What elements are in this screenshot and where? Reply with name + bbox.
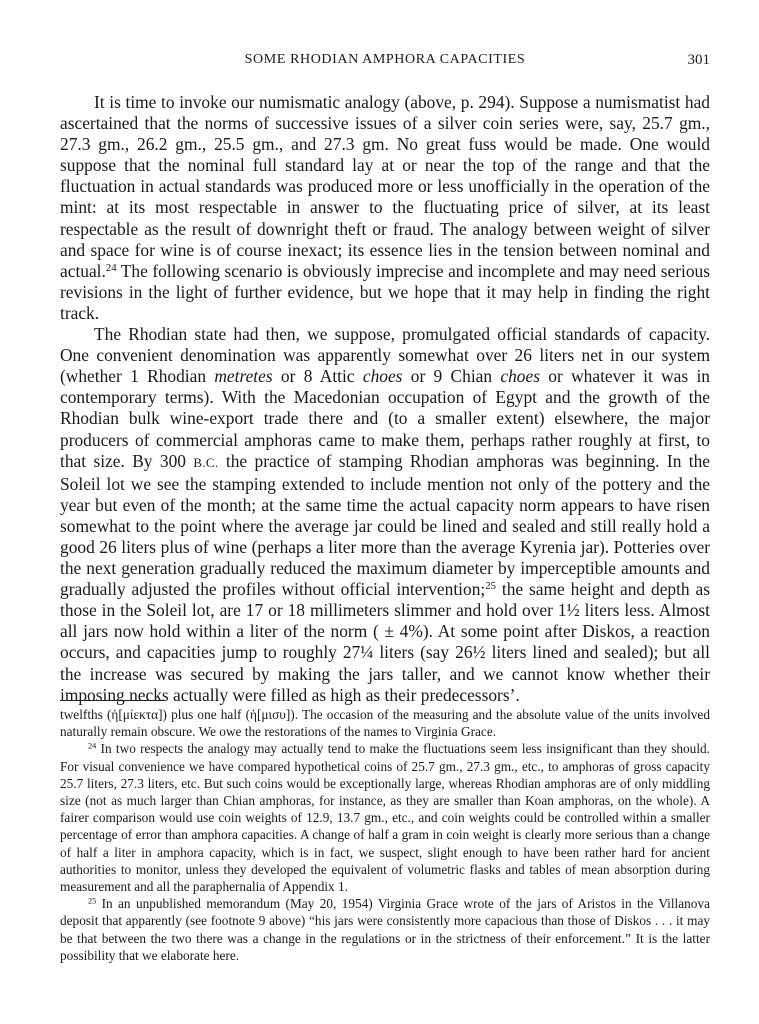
- footnote-ref-25: 25: [485, 580, 496, 593]
- paragraph-1-text: It is time to invoke our numismatic analogy (above, p. 294). Suppose a numismatist had ascertained that the norms of successive issues of a silver coin series were, say, 25.7 gm., 27.3 gm., 26.2 gm., 25.5 gm., and 27.3 gm. No great fuss would be made. One would suppose that the nominal full standard lay at or near the top of the range and that the fluctuation in actual standards was produced more or less unofficially in the operation of the mint: at its most respectable in answer to the fluctuating price of silver, at its least respectable as the result of downright theft or fraud. The analogy between weight of silver and space for wine is of course inexact; its essence lies in the tension between nominal and actual.: [60, 92, 710, 281]
- footnote-25: [60, 895, 710, 964]
- paragraph-2-part-6: the same height and depth as those in the Soleil lot, are 17 or 18 millimeters slimmer and hold over 1½ liters less. Almost all jars now hold within a liter of the norm ( ± 4%). At some point after Diskos, a reaction occurs, and capacities jump to roughly 27¼ liters (say 26½ liters lined and sealed); but all the increase was secured by making the jars taller, and we cannot know whether their imposing necks actually were filled as high as their predecessors’.: [60, 579, 711, 705]
- era-abbreviation: B.C.: [193, 455, 219, 470]
- paragraph-numismatic-analogy: [60, 92, 710, 324]
- italic-choes-attic: choes: [362, 366, 403, 387]
- running-head: [60, 52, 710, 74]
- footnote-divider: [60, 700, 164, 701]
- italic-metretes: metretes: [214, 366, 273, 387]
- paragraph-2-part-1: The Rhodian state had then, we suppose, promulgated official standards of capacity. One convenient denomination was apparently somewhat over 26 liters net in our system (whether 1 Rhodian: [60, 324, 710, 387]
- footnote-24-number: 24: [88, 741, 97, 751]
- paragraph-rhodian-standards: [60, 324, 710, 706]
- paragraph-2-part-3: or 9 Chian: [402, 366, 501, 387]
- body-text: [60, 92, 710, 706]
- footnote-25-text: In an unpublished memorandum (May 20, 1954) Virginia Grace wrote of the jars of Aristos in the Villanova deposit that apparently (see footnote 9 above) “his jars were consistently more capacious than those of Diskos . . . it may be that between the two there was a change in the regulations or in the strictness of their enforcement.” It is the latter possibility that we elaborate here.: [60, 896, 710, 963]
- footnote-24-text: In two respects the analogy may actually tend to make the fluctuations seem less insignificant than they should. For visual convenience we have compared hypothetical coins of 25.7 gm., 27.3 gm., etc., to amphoras of gross capacity 25.7 liters, 27.3 liters, etc. But such coins would be exceptionally large, whereas Rhodian amphoras are of only middling size (not as much larger than Chian amphoras, for instance, as they are smaller than Koan amphoras, on the whole). A fairer comparison would use coin weights of 12.9, 13.7 gm., etc., and coin weights could be controlled within a smaller percentage of error than amphora capacities. A change of half a gram in coin weight is clearly more serious than a change of half a liter in amphora capacity, which is in fact, we suspect, slight enough to have been rather hard for ancient authorities to monitor, unless they developed the equivalent of volumetric flasks and tables of mean absorption during measurement and all the paraphernalia of Appendix 1.: [60, 741, 710, 895]
- italic-choes-chian: choes: [500, 366, 540, 387]
- page-number: 301: [687, 52, 710, 68]
- footnote-25-number: 25: [88, 896, 97, 906]
- paragraph-2-part-2: or 8 Attic: [272, 366, 363, 387]
- paragraph-1-text-after: The following scenario is obviously imprecise and incomplete and may need serious revisions in the light of further evidence, but we hope that it may help in finding the right track.: [60, 260, 710, 323]
- footnotes: [60, 706, 710, 964]
- paragraph-2-part-4: or whatever it was in contemporary terms). With the Macedonian occupation of Egypt and the growth of the Rhodian bulk wine-export trade there and (to a smaller extent) elsewhere, the major producers of commercial amphoras came to make them, perhaps rather roughly at first, to that size. By 300: [60, 366, 710, 471]
- footnote-continued: twelfths (ἡ[μίεκτα]) plus one half (ἡ[μισυ]). The occasion of the measuring and the absolute value of the units involved naturally remain obscure. We owe the restorations of the names to Virginia Grace.: [60, 707, 710, 740]
- running-head-title: SOME RHODIAN AMPHORA CAPACITIES: [244, 52, 526, 67]
- paragraph-2-part-5: the practice of stamping Rhodian amphoras was beginning. In the Soleil lot we see the stamping extended to include mention not only of the pottery and the year but even of the month; at the same time the actual capacity norm appears to have risen somewhat to the point where the average jar could be lined and sealed and still really hold a good 26 liters plus of wine (perhaps a liter more than the average Kyrenia jar). Potteries over the next generation gradually reduced the maximum diameter by imperceptible amounts and gradually adjusted the profiles without official intervention;: [60, 450, 711, 600]
- footnote-24: [60, 740, 710, 895]
- footnote-ref-24: 24: [105, 261, 117, 274]
